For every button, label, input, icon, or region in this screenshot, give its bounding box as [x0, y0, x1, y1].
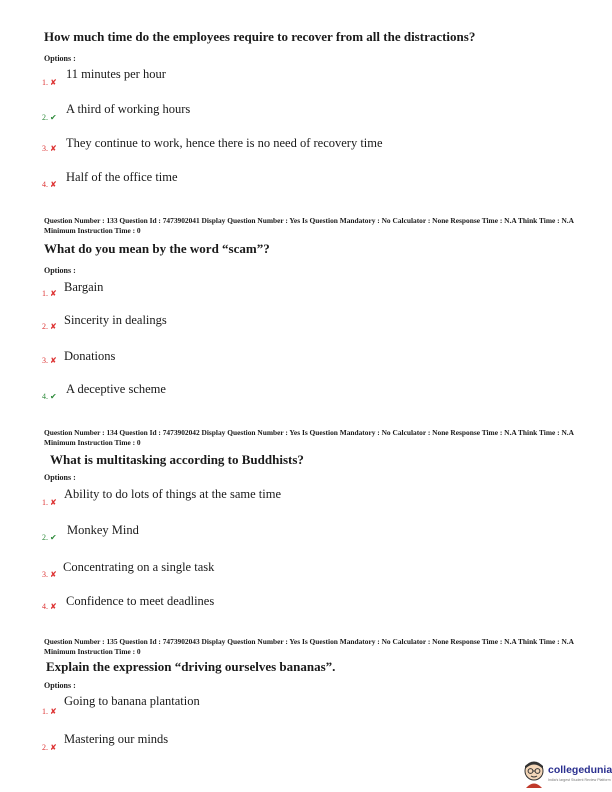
option-number: 3. ✘	[42, 570, 57, 579]
collegedunia-logo	[522, 758, 612, 792]
cross-icon: ✘	[50, 570, 57, 579]
cross-icon: ✘	[50, 498, 57, 507]
cross-icon: ✘	[50, 78, 57, 87]
option-text: Bargain	[64, 280, 104, 294]
options-label: Options :	[44, 54, 76, 63]
option-number: 2. ✔	[42, 113, 57, 122]
logo-tagline: India's largest Student Review Platform	[548, 778, 611, 782]
cross-icon: ✘	[50, 144, 57, 153]
question-title: What is multitasking according to Buddhists?	[50, 452, 304, 467]
option-text: A deceptive scheme	[66, 382, 166, 396]
question-title: How much time do the employees require to recover from all the distractions?	[44, 29, 476, 44]
option-number: 4. ✘	[42, 180, 57, 189]
option-text: A third of working hours	[66, 102, 191, 116]
option-text: Half of the office time	[66, 170, 178, 184]
option-number: 3. ✘	[42, 356, 57, 365]
cross-icon: ✘	[50, 289, 57, 298]
options-label: Options :	[44, 266, 76, 275]
question-meta: Question Number : 133 Question Id : 7473902041 Display Question Number : Yes Is Question Mandatory : No Calculator : None Response Time : N.A Think Time : N.A Minimum Instruction Time : 0	[44, 216, 574, 235]
options-label: Options :	[44, 681, 76, 690]
check-icon: ✔	[50, 113, 57, 122]
option-text: Going to banana plantation	[64, 694, 200, 708]
cross-icon: ✘	[50, 322, 57, 331]
cross-icon: ✘	[50, 356, 57, 365]
question-meta: Question Number : 134 Question Id : 7473902042 Display Question Number : Yes Is Question Mandatory : No Calculator : None Response Time : N.A Think Time : N.A Minimum Instruction Time : 0	[44, 428, 574, 447]
check-icon: ✔	[50, 392, 57, 401]
question-title: Explain the expression “driving ourselves bananas”.	[46, 659, 336, 674]
cross-icon: ✘	[50, 743, 57, 752]
cross-icon: ✘	[50, 602, 57, 611]
question-title: What do you mean by the word “scam”?	[44, 241, 270, 256]
option-number: 4. ✔	[42, 392, 57, 401]
option-text: Sincerity in dealings	[64, 313, 167, 327]
question-meta: Question Number : 135 Question Id : 7473902043 Display Question Number : Yes Is Question Mandatory : No Calculator : None Response Time : N.A Think Time : N.A Minimum Instruction Time : 0	[44, 637, 574, 656]
option-number: 4. ✘	[42, 602, 57, 611]
option-number: 2. ✔	[42, 533, 57, 542]
option-text: 11 minutes per hour	[66, 67, 166, 81]
option-text: Monkey Mind	[67, 523, 139, 537]
logo-wordmark: collegedunia	[548, 764, 612, 776]
option-number: 2. ✘	[42, 743, 57, 752]
option-number: 1. ✘	[42, 289, 57, 298]
cross-icon: ✘	[50, 180, 57, 189]
option-text: Concentrating on a single task	[63, 560, 215, 574]
option-text: They continue to work, hence there is no need of recovery time	[66, 136, 383, 150]
student-avatar-icon	[522, 760, 546, 788]
cross-icon: ✘	[50, 707, 57, 716]
option-number: 3. ✘	[42, 144, 57, 153]
option-text: Confidence to meet deadlines	[66, 594, 215, 608]
option-number: 1. ✘	[42, 498, 57, 507]
options-label: Options :	[44, 473, 76, 482]
option-text: Donations	[64, 349, 116, 363]
option-number: 2. ✘	[42, 322, 57, 331]
option-number: 1. ✘	[42, 78, 57, 87]
option-text: Ability to do lots of things at the same time	[64, 487, 281, 501]
option-text: Mastering our minds	[64, 732, 169, 746]
option-number: 1. ✘	[42, 707, 57, 716]
check-icon: ✔	[50, 533, 57, 542]
